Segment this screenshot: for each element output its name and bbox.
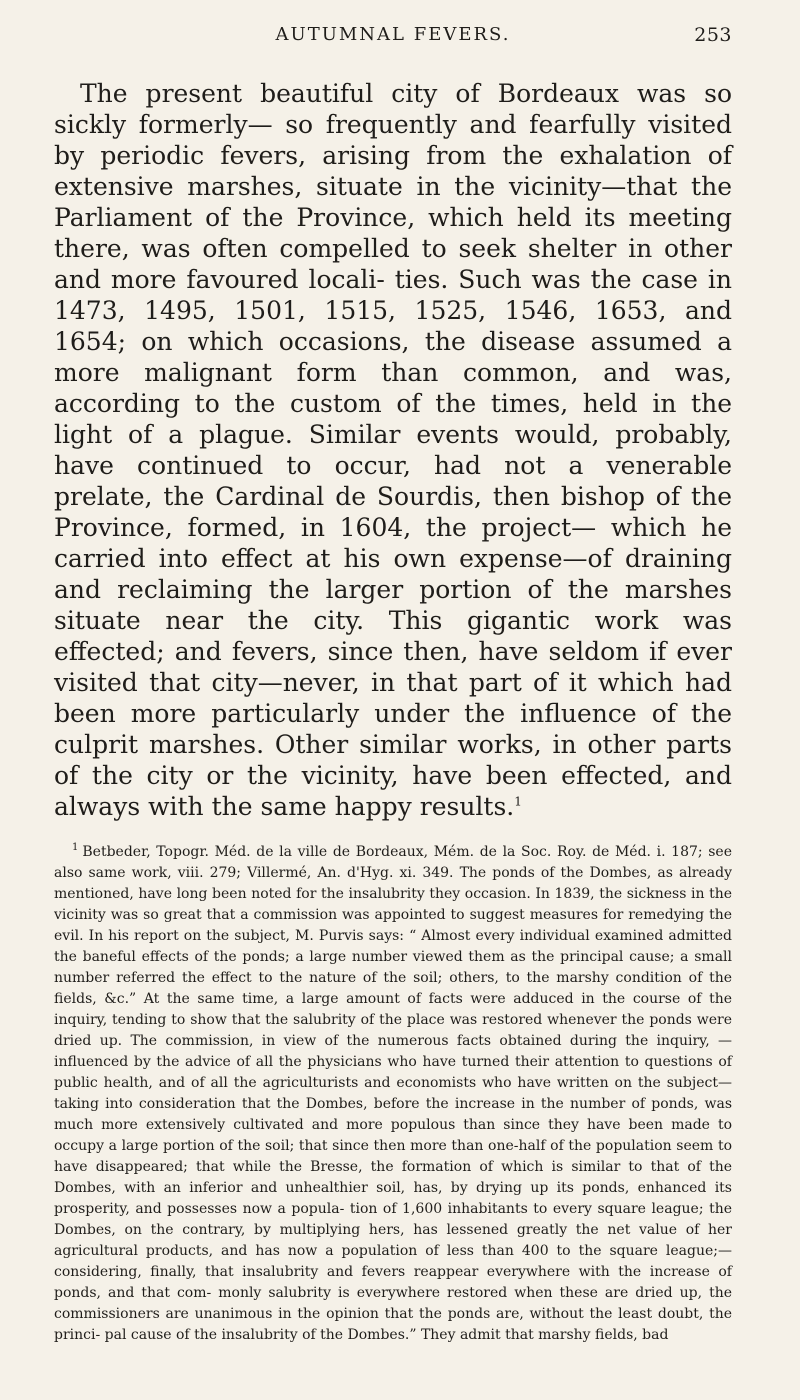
paragraph-text: The present beautiful city of Bordeaux was so sickly formerly— so frequently and fearfully visited by periodic fevers, arising from the exhalation of extensive marshes, situate in the vicinity—that the Parliament of the Province, which held its meeting there, was often compelled to seek shelter in other and more favoured locali- ties. Such was the case in 1473, 1495, 1501, 1515, 1525, 1546, 1653, and 1654; on which occasions, the disease assumed a more malignant form than common, and was, according to the custom of the times, held in the light of a plague. Similar events would, probably, have continued to occur, had not a venerable prelate, the Cardinal de Sourdis, then bishop of the Province, formed, in 1604, the project— which he carried into effect at his own expense—of draining and reclaiming the larger portion of the marshes situate near the city. This gigantic work was effected; and fevers, since then, have seldom if ever visited that city—never, in that part of it which had been more particularly under the influence of the culprit marshes. Other similar works, in other parts of the city or the vicinity, have been effected, and always with the same happy results. xyxy=(54,79,732,821)
running-header xyxy=(54,24,732,62)
main-text xyxy=(54,78,732,822)
main-paragraph xyxy=(54,78,732,822)
footnote-reference: 1 xyxy=(514,794,522,809)
page-number: 253 xyxy=(694,24,732,46)
footnote-text: Betbeder, Topogr. Méd. de la ville de Bordeaux, Mém. de la Soc. Roy. de Méd. i. 187; see also same work, viii. 279; Villermé, An. d'Hyg. xi. 349. The ponds of the Dombes, as already mentioned, have long been noted for the insalubrity they occasion. In 1839, the sickness in the vicinity was so great that a commission was appointed to suggest measures for remedying the evil. In his report on the subject, M. Purvis says: “ Almost every individual examined admitted the baneful effects of the ponds; a large number viewed them as the principal cause; a small number referred the effect to the nature of the soil; others, to the marshy condition of the fields, &c.” At the same time, a large amount of facts were adduced in the course of the inquiry, tending to show that the salubrity of the place was restored whenever the ponds were dried up. The commission, in view of the numerous facts obtained during the inquiry, —influenced by the advice of all the physicians who have turned their attention to questions of public health, and of all the agriculturists and economists who have written on the subject—taking into consideration that the Dombes, before the increase in the number of ponds, was much more extensively cultivated and more populous than since they have been made to occupy a large portion of the soil; that since then more than one-half of the population seem to have disappeared; that while the Bresse, the formation of which is similar to that of the Dombes, with an inferior and unhealthier soil, has, by drying up its ponds, enhanced its prosperity, and possesses now a popula- tion of 1,600 inhabitants to every square league; the Dombes, on the contrary, by multiplying hers, has lessened greatly the net value of her agricultural products, and has now a population of less than 400 to the square league;—considering, finally, that insalubrity and fevers reappear everywhere with the increase of ponds, and that com- monly salubrity is everywhere restored when these are dried up, the commissioners are unanimous in the opinion that the ponds are, without the least doubt, the princi- pal cause of the insalubrity of the Dombes.” They admit that marshy fields, bad xyxy=(54,844,732,1343)
footnote-number: 1 xyxy=(72,842,79,854)
footnote-paragraph xyxy=(54,842,732,1346)
running-title: AUTUMNAL FEVERS. xyxy=(275,24,511,45)
footnote xyxy=(54,842,732,1346)
